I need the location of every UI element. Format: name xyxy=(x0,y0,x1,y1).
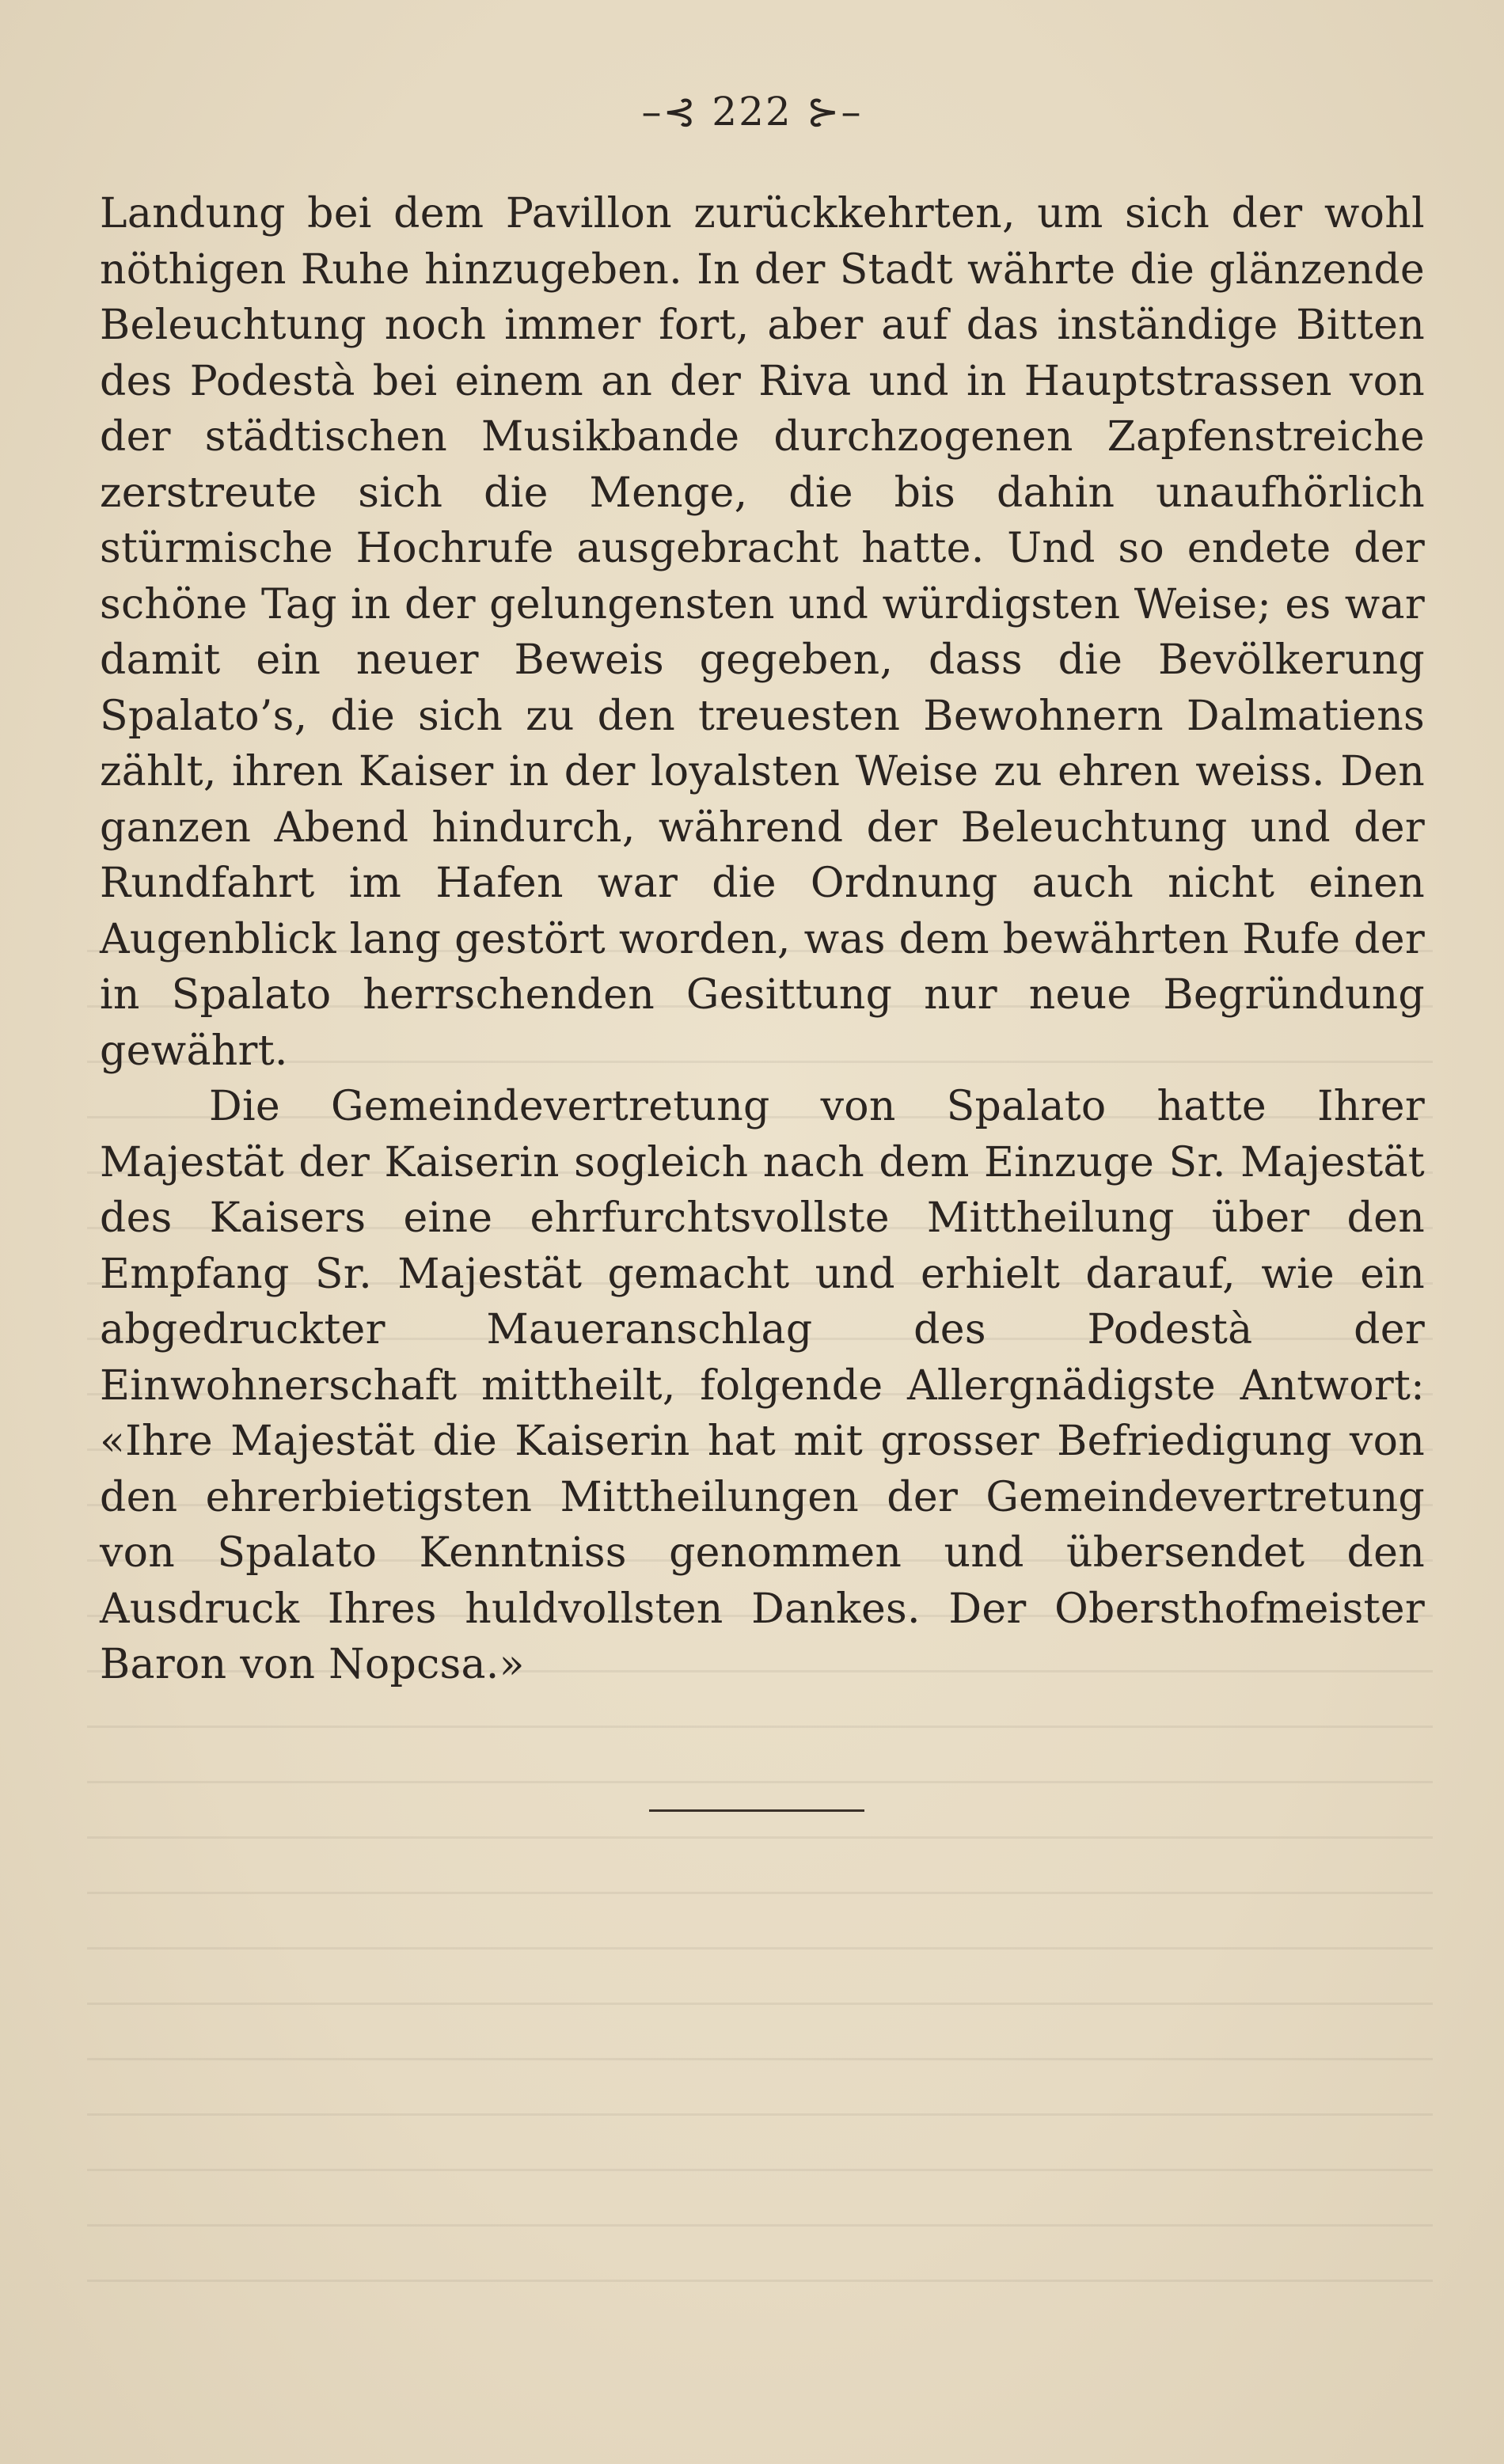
page-number-header: –⊰ 222 ⊱– xyxy=(641,89,863,135)
paragraph-1: Landung bei dem Pavillon zurückkehrten, um sich der wohl nöthigen Ruhe hinzugeben. In der Stadt währte die glänzende Beleuchtung noch immer fort, aber auf das inständige Bitten des Podestà bei einem an der Riva und in Hauptstrassen von der städtischen Musikbande durchzogenen Zapfenstreiche zerstreute sich die Menge, die bis dahin unaufhörlich stürmische Hochrufe ausgebracht hatte. Und so endete der schöne Tag in der gelungensten und würdigsten Weise; es war damit ein neuer Beweis gegeben, dass die Bevölkerung Spalato’s, die sich zu den treuesten Bewohnern Dalmatiens zählt, ihren Kaiser in der loyalsten Weise zu ehren weiss. Den ganzen Abend hindurch, während der Beleuchtung und der Rundfahrt im Hafen war die Ordnung auch nicht einen Augenblick lang gestört worden, was dem bewährten Rufe der in Spalato herrschenden Gesittung nur neue Begründung gewährt. xyxy=(100,190,1425,1075)
paragraph-2: Die Gemeindevertretung von Spalato hatte Ihrer Majestät der Kaiserin sogleich nach dem Einzuge Sr. Majestät des Kaisers eine ehrfurchtsvollste Mittheilung über den Empfang Sr. Majestät gemacht und erhielt darauf, wie ein abgedruckter Maueranschlag des Podestà der Einwohnerschaft mittheilt, folgende Allergnädigste Antwort: «Ihre Majestät die Kaiserin hat mit grosser Befriedigung von den ehrerbietigsten Mittheilungen der Gemeindevertretung von Spalato Kenntniss genommen und übersendet den Ausdruck Ihres huldvollsten Dankes. Der Obersthofmeister Baron von Nopcsa.» xyxy=(100,1083,1425,1688)
body-text xyxy=(100,186,1425,1693)
section-end-rule xyxy=(649,1809,864,1812)
